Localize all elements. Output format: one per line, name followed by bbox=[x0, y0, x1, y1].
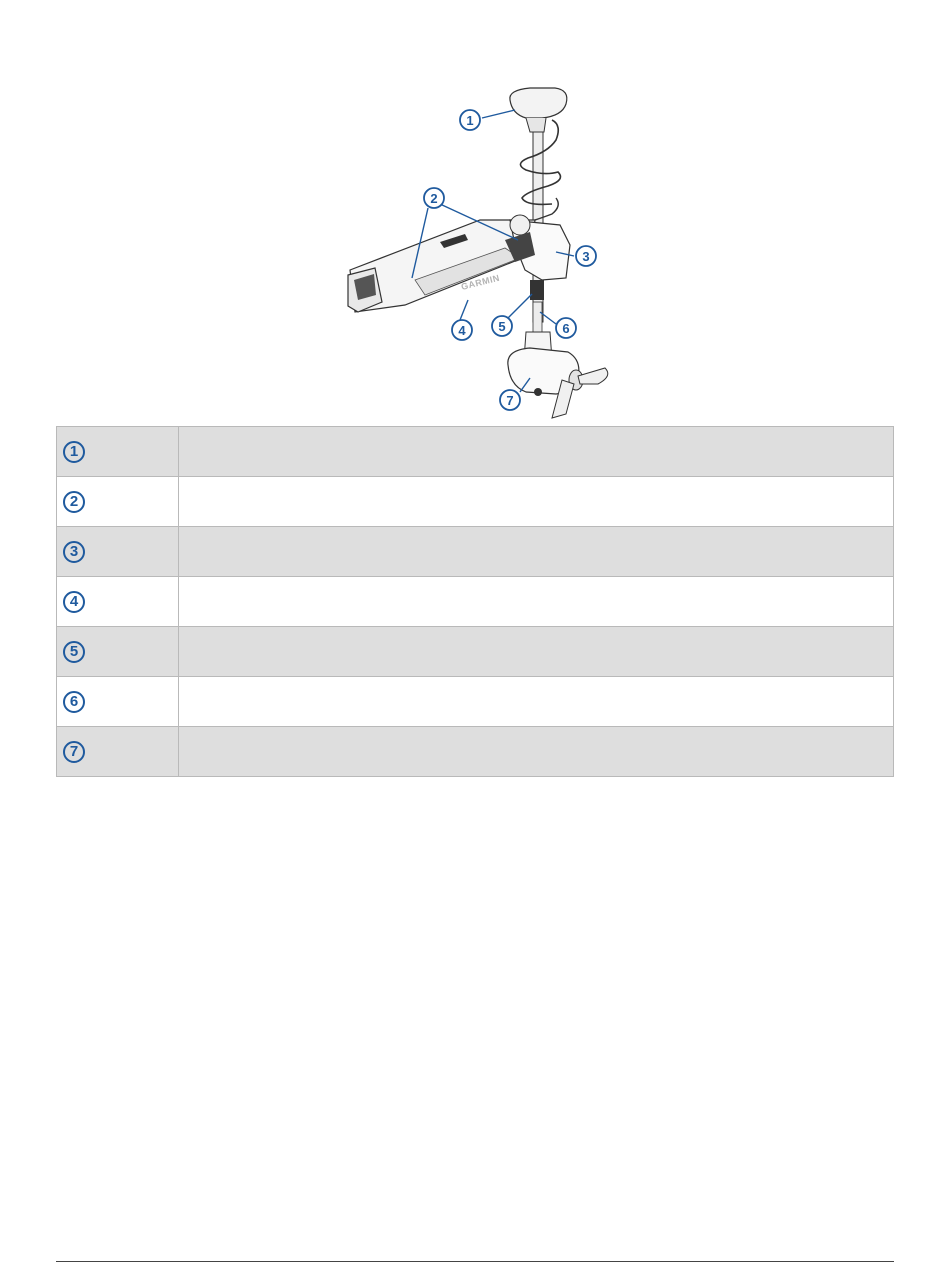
part-number-cell bbox=[57, 627, 179, 677]
callout-1-label: 1 bbox=[466, 113, 474, 128]
part-number-cell bbox=[57, 677, 179, 727]
parts-table bbox=[56, 426, 894, 777]
motor-housing bbox=[505, 215, 570, 280]
callout-5-label: 5 bbox=[498, 319, 506, 334]
callout-badge: 6 bbox=[63, 691, 85, 713]
collar bbox=[530, 280, 544, 332]
callout-2-label: 2 bbox=[430, 191, 438, 206]
part-description-cell bbox=[179, 627, 894, 677]
callout-7-label: 7 bbox=[506, 393, 514, 408]
callout-7 bbox=[500, 390, 520, 410]
callout-3 bbox=[576, 246, 596, 266]
callout-4-label: 4 bbox=[458, 323, 466, 338]
part-number-cell bbox=[57, 727, 179, 777]
callout-4 bbox=[452, 320, 472, 340]
part-number-cell bbox=[57, 427, 179, 477]
trolling-motor-diagram bbox=[330, 80, 620, 425]
table-row bbox=[57, 477, 894, 527]
part-number-cell bbox=[57, 577, 179, 627]
callout-badge: 7 bbox=[63, 741, 85, 763]
table-row bbox=[57, 727, 894, 777]
callout-badge: 3 bbox=[63, 541, 85, 563]
brand-label: GARMIN bbox=[460, 272, 501, 292]
callout-6-label: 6 bbox=[562, 321, 570, 336]
table-row bbox=[57, 627, 894, 677]
part-description-cell bbox=[179, 677, 894, 727]
part-description-cell bbox=[179, 477, 894, 527]
table-row bbox=[57, 527, 894, 577]
lower-unit bbox=[508, 332, 608, 418]
table-row bbox=[57, 427, 894, 477]
callout-badge: 2 bbox=[63, 491, 85, 513]
trolling-motor-illustration bbox=[330, 80, 620, 425]
part-number-cell bbox=[57, 477, 179, 527]
callout-badge: 1 bbox=[63, 441, 85, 463]
part-description-cell bbox=[179, 577, 894, 627]
callout-5 bbox=[492, 316, 512, 336]
part-description-cell bbox=[179, 527, 894, 577]
callout-badge: 4 bbox=[63, 591, 85, 613]
bow-mount bbox=[348, 220, 535, 312]
control-head bbox=[510, 88, 567, 132]
table-row bbox=[57, 577, 894, 627]
part-number-cell bbox=[57, 527, 179, 577]
callout-badge: 5 bbox=[63, 641, 85, 663]
callout-2 bbox=[424, 188, 444, 208]
callout-6 bbox=[556, 318, 576, 338]
callout-3-label: 3 bbox=[582, 249, 590, 264]
footer-divider bbox=[56, 1261, 894, 1262]
callout-1 bbox=[460, 110, 480, 130]
table-row bbox=[57, 677, 894, 727]
part-description-cell bbox=[179, 727, 894, 777]
part-description-cell bbox=[179, 427, 894, 477]
